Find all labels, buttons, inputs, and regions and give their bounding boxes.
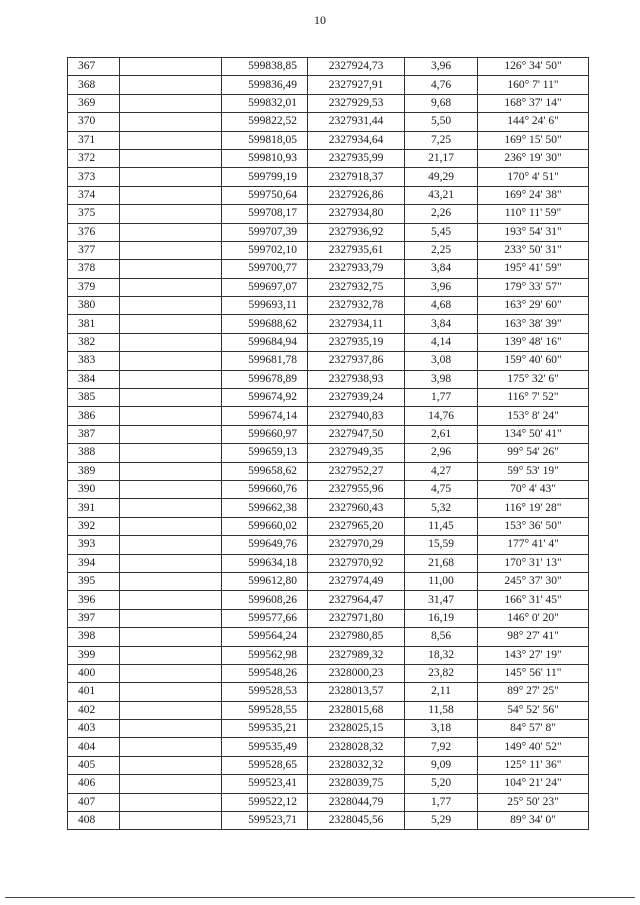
empty-cell: [120, 591, 222, 609]
x-coordinate-cell: 599564,24: [222, 628, 308, 646]
table-row: [68, 499, 589, 517]
y-coordinate-cell: 2327971,80: [308, 609, 405, 627]
point-number-cell: 367: [68, 58, 120, 76]
direction-angle-cell: 143° 27' 19": [478, 646, 589, 664]
table-row: [68, 223, 589, 241]
y-coordinate-cell: 2328039,75: [308, 775, 405, 793]
distance-cell: 9,09: [405, 756, 478, 774]
empty-cell: [120, 113, 222, 131]
empty-cell: [120, 58, 222, 76]
direction-angle-cell: 144° 24' 6": [478, 113, 589, 131]
y-coordinate-cell: 2328015,68: [308, 701, 405, 719]
distance-cell: 4,68: [405, 297, 478, 315]
direction-angle-cell: 25° 50' 23": [478, 793, 589, 811]
direction-angle-cell: 125° 11' 36": [478, 756, 589, 774]
empty-cell: [120, 407, 222, 425]
y-coordinate-cell: 2327939,24: [308, 389, 405, 407]
distance-cell: 2,61: [405, 425, 478, 443]
x-coordinate-cell: 599649,76: [222, 536, 308, 554]
table-row: [68, 444, 589, 462]
point-number-cell: 384: [68, 370, 120, 388]
point-number-cell: 397: [68, 609, 120, 627]
empty-cell: [120, 186, 222, 204]
x-coordinate-cell: 599659,13: [222, 444, 308, 462]
x-coordinate-cell: 599822,52: [222, 113, 308, 131]
table-row: [68, 517, 589, 535]
direction-angle-cell: 233° 50' 31": [478, 241, 589, 259]
direction-angle-cell: 99° 54' 26": [478, 444, 589, 462]
direction-angle-cell: 70° 4' 43": [478, 480, 589, 498]
x-coordinate-cell: 599634,18: [222, 554, 308, 572]
point-number-cell: 375: [68, 205, 120, 223]
distance-cell: 11,45: [405, 517, 478, 535]
x-coordinate-cell: 599522,12: [222, 793, 308, 811]
table-row: [68, 591, 589, 609]
distance-cell: 2,25: [405, 241, 478, 259]
empty-cell: [120, 609, 222, 627]
distance-cell: 1,77: [405, 389, 478, 407]
y-coordinate-cell: 2327980,85: [308, 628, 405, 646]
x-coordinate-cell: 599660,97: [222, 425, 308, 443]
empty-cell: [120, 499, 222, 517]
table-row: [68, 683, 589, 701]
table-row: [68, 554, 589, 572]
point-number-cell: 370: [68, 113, 120, 131]
empty-cell: [120, 683, 222, 701]
x-coordinate-cell: 599535,21: [222, 720, 308, 738]
direction-angle-cell: 126° 34' 50": [478, 58, 589, 76]
point-number-cell: 402: [68, 701, 120, 719]
table-row: [68, 572, 589, 590]
distance-cell: 3,98: [405, 370, 478, 388]
direction-angle-cell: 168° 37' 14": [478, 94, 589, 112]
empty-cell: [120, 462, 222, 480]
direction-angle-cell: 104° 21' 24": [478, 775, 589, 793]
y-coordinate-cell: 2327952,27: [308, 462, 405, 480]
distance-cell: 4,76: [405, 76, 478, 94]
y-coordinate-cell: 2328025,15: [308, 720, 405, 738]
y-coordinate-cell: 2327935,99: [308, 149, 405, 167]
y-coordinate-cell: 2327934,11: [308, 315, 405, 333]
point-number-cell: 371: [68, 131, 120, 149]
point-number-cell: 387: [68, 425, 120, 443]
coordinates-table-body: [68, 58, 589, 830]
table-row: [68, 664, 589, 682]
direction-angle-cell: 145° 56' 11": [478, 664, 589, 682]
direction-angle-cell: 153° 8' 24": [478, 407, 589, 425]
point-number-cell: 400: [68, 664, 120, 682]
empty-cell: [120, 628, 222, 646]
point-number-cell: 380: [68, 297, 120, 315]
empty-cell: [120, 554, 222, 572]
point-number-cell: 386: [68, 407, 120, 425]
y-coordinate-cell: 2328044,79: [308, 793, 405, 811]
table-row: [68, 168, 589, 186]
point-number-cell: 391: [68, 499, 120, 517]
y-coordinate-cell: 2327935,19: [308, 333, 405, 351]
distance-cell: 18,32: [405, 646, 478, 664]
point-number-cell: 377: [68, 241, 120, 259]
distance-cell: 5,32: [405, 499, 478, 517]
table-row: [68, 149, 589, 167]
direction-angle-cell: 116° 7' 52": [478, 389, 589, 407]
y-coordinate-cell: 2327931,44: [308, 113, 405, 131]
table-row: [68, 480, 589, 498]
x-coordinate-cell: 599818,05: [222, 131, 308, 149]
coordinates-table: [67, 57, 589, 830]
y-coordinate-cell: 2327926,86: [308, 186, 405, 204]
distance-cell: 5,45: [405, 223, 478, 241]
x-coordinate-cell: 599700,77: [222, 260, 308, 278]
point-number-cell: 385: [68, 389, 120, 407]
x-coordinate-cell: 599681,78: [222, 352, 308, 370]
distance-cell: 16,19: [405, 609, 478, 627]
x-coordinate-cell: 599528,53: [222, 683, 308, 701]
page-number: 10: [314, 13, 326, 27]
y-coordinate-cell: 2327932,78: [308, 297, 405, 315]
x-coordinate-cell: 599688,62: [222, 315, 308, 333]
y-coordinate-cell: 2327965,20: [308, 517, 405, 535]
direction-angle-cell: 193° 54' 31": [478, 223, 589, 241]
table-row: [68, 425, 589, 443]
direction-angle-cell: 160° 7' 11": [478, 76, 589, 94]
y-coordinate-cell: 2327937,86: [308, 352, 405, 370]
y-coordinate-cell: 2327927,91: [308, 76, 405, 94]
distance-cell: 14,76: [405, 407, 478, 425]
table-row: [68, 352, 589, 370]
table-row: [68, 793, 589, 811]
point-number-cell: 374: [68, 186, 120, 204]
distance-cell: 23,82: [405, 664, 478, 682]
table-row: [68, 370, 589, 388]
y-coordinate-cell: 2328045,56: [308, 812, 405, 830]
direction-angle-cell: 110° 11' 59": [478, 205, 589, 223]
direction-angle-cell: 89° 27' 25": [478, 683, 589, 701]
table-row: [68, 756, 589, 774]
x-coordinate-cell: 599577,66: [222, 609, 308, 627]
y-coordinate-cell: 2327970,29: [308, 536, 405, 554]
table-row: [68, 131, 589, 149]
distance-cell: 2,26: [405, 205, 478, 223]
y-coordinate-cell: 2328028,32: [308, 738, 405, 756]
x-coordinate-cell: 599810,93: [222, 149, 308, 167]
point-number-cell: 404: [68, 738, 120, 756]
table-row: [68, 241, 589, 259]
x-coordinate-cell: 599708,17: [222, 205, 308, 223]
y-coordinate-cell: 2327940,83: [308, 407, 405, 425]
distance-cell: 9,68: [405, 94, 478, 112]
direction-angle-cell: 146° 0' 20": [478, 609, 589, 627]
x-coordinate-cell: 599523,41: [222, 775, 308, 793]
y-coordinate-cell: 2327934,80: [308, 205, 405, 223]
point-number-cell: 389: [68, 462, 120, 480]
x-coordinate-cell: 599702,10: [222, 241, 308, 259]
point-number-cell: 376: [68, 223, 120, 241]
direction-angle-cell: 116° 19' 28": [478, 499, 589, 517]
empty-cell: [120, 480, 222, 498]
empty-cell: [120, 333, 222, 351]
y-coordinate-cell: 2327989,32: [308, 646, 405, 664]
y-coordinate-cell: 2327933,79: [308, 260, 405, 278]
distance-cell: 43,21: [405, 186, 478, 204]
table-row: [68, 720, 589, 738]
point-number-cell: 399: [68, 646, 120, 664]
x-coordinate-cell: 599836,49: [222, 76, 308, 94]
y-coordinate-cell: 2327934,64: [308, 131, 405, 149]
direction-angle-cell: 84° 57' 8": [478, 720, 589, 738]
empty-cell: [120, 812, 222, 830]
distance-cell: 49,29: [405, 168, 478, 186]
x-coordinate-cell: 599697,07: [222, 278, 308, 296]
y-coordinate-cell: 2327955,96: [308, 480, 405, 498]
y-coordinate-cell: 2327949,35: [308, 444, 405, 462]
x-coordinate-cell: 599838,85: [222, 58, 308, 76]
y-coordinate-cell: 2327918,37: [308, 168, 405, 186]
direction-angle-cell: 169° 15' 50": [478, 131, 589, 149]
empty-cell: [120, 149, 222, 167]
empty-cell: [120, 260, 222, 278]
distance-cell: 4,75: [405, 480, 478, 498]
empty-cell: [120, 205, 222, 223]
x-coordinate-cell: 599608,26: [222, 591, 308, 609]
direction-angle-cell: 170° 31' 13": [478, 554, 589, 572]
table-row: [68, 775, 589, 793]
point-number-cell: 393: [68, 536, 120, 554]
x-coordinate-cell: 599562,98: [222, 646, 308, 664]
distance-cell: 3,18: [405, 720, 478, 738]
empty-cell: [120, 720, 222, 738]
empty-cell: [120, 168, 222, 186]
x-coordinate-cell: 599548,26: [222, 664, 308, 682]
table-row: [68, 812, 589, 830]
direction-angle-cell: 195° 41' 59": [478, 260, 589, 278]
empty-cell: [120, 425, 222, 443]
empty-cell: [120, 241, 222, 259]
point-number-cell: 378: [68, 260, 120, 278]
point-number-cell: 405: [68, 756, 120, 774]
x-coordinate-cell: 599678,89: [222, 370, 308, 388]
x-coordinate-cell: 599693,11: [222, 297, 308, 315]
empty-cell: [120, 738, 222, 756]
point-number-cell: 406: [68, 775, 120, 793]
direction-angle-cell: 153° 36' 50": [478, 517, 589, 535]
direction-angle-cell: 166° 31' 45": [478, 591, 589, 609]
direction-angle-cell: 245° 37' 30": [478, 572, 589, 590]
point-number-cell: 381: [68, 315, 120, 333]
distance-cell: 4,27: [405, 462, 478, 480]
table-row: [68, 609, 589, 627]
direction-angle-cell: 149° 40' 52": [478, 738, 589, 756]
point-number-cell: 408: [68, 812, 120, 830]
distance-cell: 5,29: [405, 812, 478, 830]
direction-angle-cell: 89° 34' 0": [478, 812, 589, 830]
empty-cell: [120, 278, 222, 296]
y-coordinate-cell: 2327924,73: [308, 58, 405, 76]
x-coordinate-cell: 599528,65: [222, 756, 308, 774]
point-number-cell: 368: [68, 76, 120, 94]
distance-cell: 2,11: [405, 683, 478, 701]
empty-cell: [120, 352, 222, 370]
x-coordinate-cell: 599674,14: [222, 407, 308, 425]
distance-cell: 11,00: [405, 572, 478, 590]
x-coordinate-cell: 599523,71: [222, 812, 308, 830]
x-coordinate-cell: 599750,64: [222, 186, 308, 204]
direction-angle-cell: 236° 19' 30": [478, 149, 589, 167]
empty-cell: [120, 76, 222, 94]
direction-angle-cell: 159° 40' 60": [478, 352, 589, 370]
distance-cell: 3,08: [405, 352, 478, 370]
point-number-cell: 392: [68, 517, 120, 535]
point-number-cell: 369: [68, 94, 120, 112]
empty-cell: [120, 94, 222, 112]
point-number-cell: 407: [68, 793, 120, 811]
table-row: [68, 333, 589, 351]
distance-cell: 7,25: [405, 131, 478, 149]
direction-angle-cell: 134° 50' 41": [478, 425, 589, 443]
distance-cell: 3,84: [405, 260, 478, 278]
direction-angle-cell: 170° 4' 51": [478, 168, 589, 186]
x-coordinate-cell: 599612,80: [222, 572, 308, 590]
distance-cell: 4,14: [405, 333, 478, 351]
point-number-cell: 396: [68, 591, 120, 609]
y-coordinate-cell: 2327964,47: [308, 591, 405, 609]
x-coordinate-cell: 599535,49: [222, 738, 308, 756]
distance-cell: 3,96: [405, 278, 478, 296]
empty-cell: [120, 297, 222, 315]
y-coordinate-cell: 2327938,93: [308, 370, 405, 388]
point-number-cell: 390: [68, 480, 120, 498]
x-coordinate-cell: 599660,76: [222, 480, 308, 498]
distance-cell: 5,20: [405, 775, 478, 793]
empty-cell: [120, 572, 222, 590]
y-coordinate-cell: 2327929,53: [308, 94, 405, 112]
direction-angle-cell: 59° 53' 19": [478, 462, 589, 480]
point-number-cell: 379: [68, 278, 120, 296]
empty-cell: [120, 775, 222, 793]
direction-angle-cell: 179° 33' 57": [478, 278, 589, 296]
y-coordinate-cell: 2327936,92: [308, 223, 405, 241]
empty-cell: [120, 517, 222, 535]
y-coordinate-cell: 2327974,49: [308, 572, 405, 590]
empty-cell: [120, 444, 222, 462]
table-row: [68, 646, 589, 664]
table-row: [68, 297, 589, 315]
distance-cell: 7,92: [405, 738, 478, 756]
point-number-cell: 383: [68, 352, 120, 370]
empty-cell: [120, 131, 222, 149]
table-row: [68, 94, 589, 112]
distance-cell: 3,84: [405, 315, 478, 333]
table-row: [68, 205, 589, 223]
direction-angle-cell: 177° 41' 4": [478, 536, 589, 554]
table-row: [68, 76, 589, 94]
x-coordinate-cell: 599832,01: [222, 94, 308, 112]
point-number-cell: 388: [68, 444, 120, 462]
empty-cell: [120, 370, 222, 388]
y-coordinate-cell: 2328032,32: [308, 756, 405, 774]
empty-cell: [120, 646, 222, 664]
point-number-cell: 373: [68, 168, 120, 186]
y-coordinate-cell: 2327960,43: [308, 499, 405, 517]
x-coordinate-cell: 599684,94: [222, 333, 308, 351]
table-row: [68, 186, 589, 204]
point-number-cell: 382: [68, 333, 120, 351]
x-coordinate-cell: 599660,02: [222, 517, 308, 535]
table-row: [68, 407, 589, 425]
y-coordinate-cell: 2328000,23: [308, 664, 405, 682]
point-number-cell: 401: [68, 683, 120, 701]
distance-cell: 1,77: [405, 793, 478, 811]
empty-cell: [120, 536, 222, 554]
point-number-cell: 398: [68, 628, 120, 646]
empty-cell: [120, 664, 222, 682]
empty-cell: [120, 793, 222, 811]
point-number-cell: 403: [68, 720, 120, 738]
y-coordinate-cell: 2327932,75: [308, 278, 405, 296]
distance-cell: 31,47: [405, 591, 478, 609]
table-row: [68, 536, 589, 554]
direction-angle-cell: 163° 29' 60": [478, 297, 589, 315]
table-row: [68, 462, 589, 480]
table-row: [68, 628, 589, 646]
bottom-rule: [5, 897, 635, 898]
y-coordinate-cell: 2327935,61: [308, 241, 405, 259]
direction-angle-cell: 54° 52' 56": [478, 701, 589, 719]
x-coordinate-cell: 599799,19: [222, 168, 308, 186]
distance-cell: 8,56: [405, 628, 478, 646]
direction-angle-cell: 163° 38' 39": [478, 315, 589, 333]
table-row: [68, 113, 589, 131]
table-row: [68, 278, 589, 296]
x-coordinate-cell: 599528,55: [222, 701, 308, 719]
direction-angle-cell: 98° 27' 41": [478, 628, 589, 646]
direction-angle-cell: 169° 24' 38": [478, 186, 589, 204]
direction-angle-cell: 139° 48' 16": [478, 333, 589, 351]
empty-cell: [120, 701, 222, 719]
distance-cell: 15,59: [405, 536, 478, 554]
distance-cell: 2,96: [405, 444, 478, 462]
empty-cell: [120, 389, 222, 407]
table-row: [68, 389, 589, 407]
x-coordinate-cell: 599658,62: [222, 462, 308, 480]
distance-cell: 5,50: [405, 113, 478, 131]
y-coordinate-cell: 2328013,57: [308, 683, 405, 701]
empty-cell: [120, 315, 222, 333]
y-coordinate-cell: 2327970,92: [308, 554, 405, 572]
empty-cell: [120, 756, 222, 774]
distance-cell: 11,58: [405, 701, 478, 719]
x-coordinate-cell: 599662,38: [222, 499, 308, 517]
x-coordinate-cell: 599707,39: [222, 223, 308, 241]
table-row: [68, 315, 589, 333]
empty-cell: [120, 223, 222, 241]
y-coordinate-cell: 2327947,50: [308, 425, 405, 443]
point-number-cell: 372: [68, 149, 120, 167]
table-row: [68, 58, 589, 76]
point-number-cell: 394: [68, 554, 120, 572]
point-number-cell: 395: [68, 572, 120, 590]
table-row: [68, 738, 589, 756]
x-coordinate-cell: 599674,92: [222, 389, 308, 407]
direction-angle-cell: 175° 32' 6": [478, 370, 589, 388]
table-row: [68, 260, 589, 278]
distance-cell: 21,17: [405, 149, 478, 167]
table-row: [68, 701, 589, 719]
distance-cell: 21,68: [405, 554, 478, 572]
distance-cell: 3,96: [405, 58, 478, 76]
